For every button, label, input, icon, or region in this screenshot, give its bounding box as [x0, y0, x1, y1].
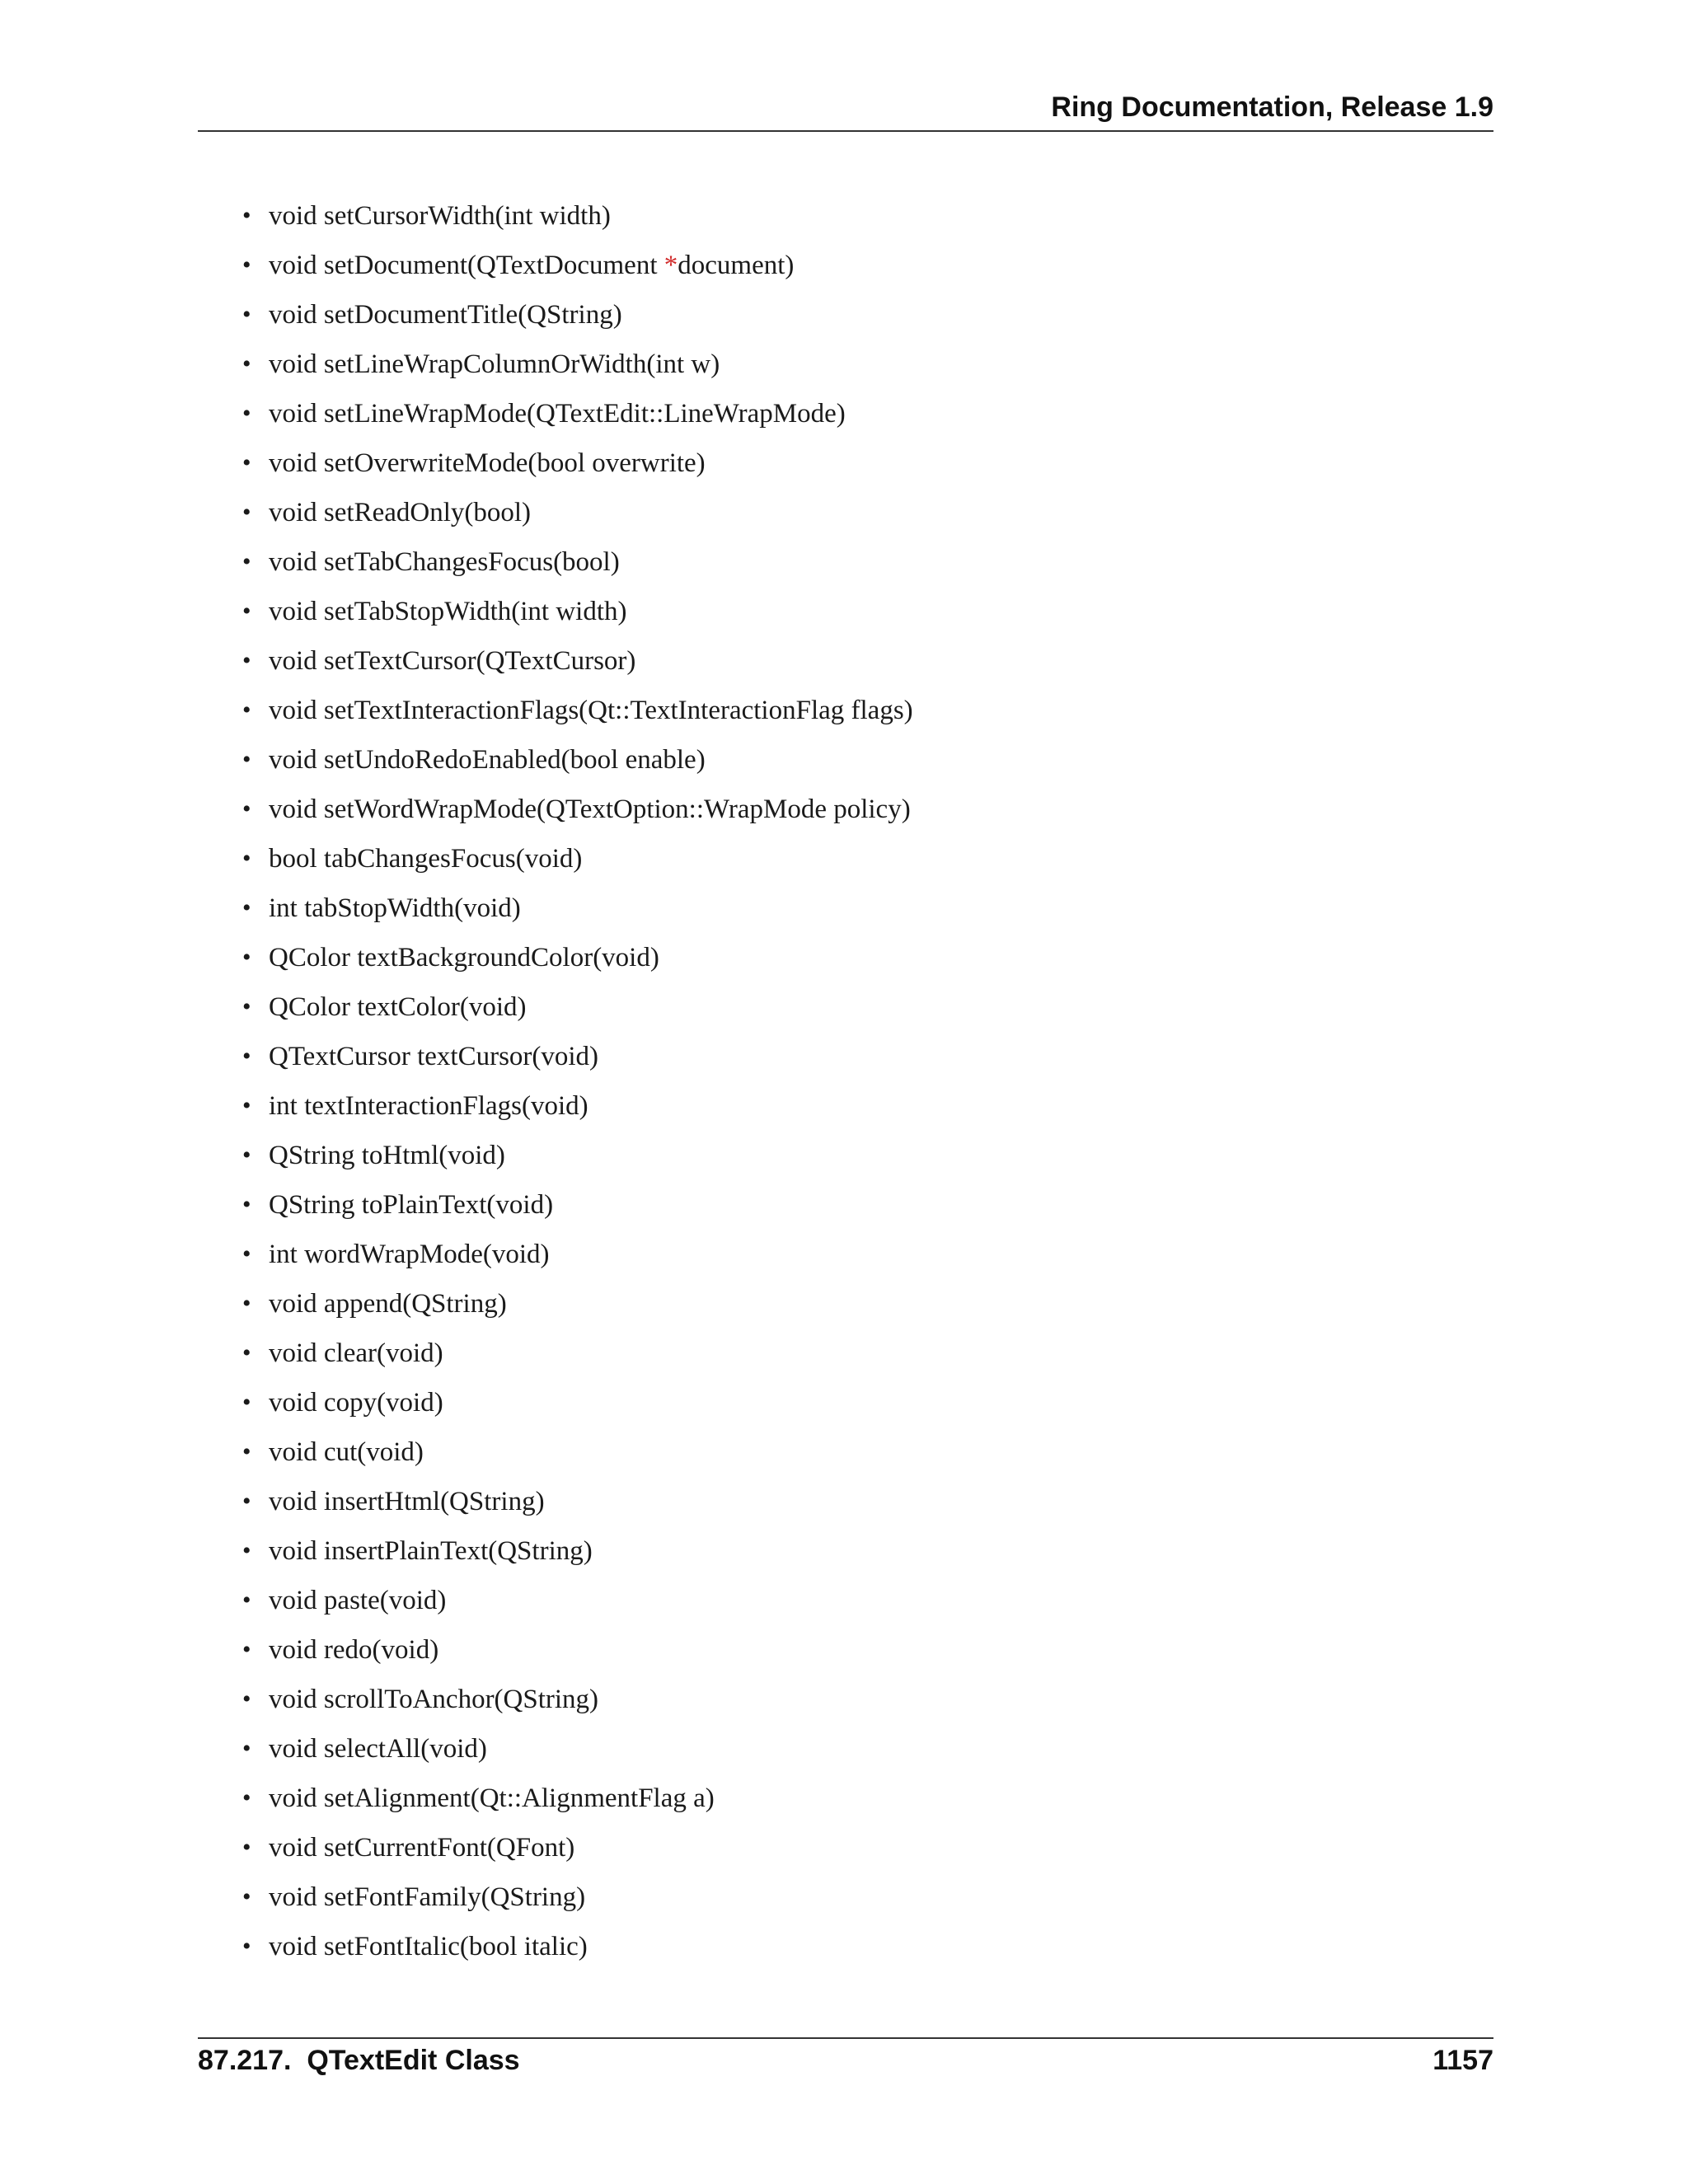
- method-text: void insertHtml(QString): [269, 1487, 545, 1516]
- method-item: [239, 1629, 913, 1679]
- method-text: void setTextInteractionFlags(Qt::TextInteractionFlag flags): [269, 696, 913, 725]
- bullet-icon: •: [242, 1438, 251, 1465]
- method-text: void scrollToAnchor(QString): [269, 1685, 599, 1714]
- bullet-icon: •: [242, 400, 251, 427]
- method-text: void setFontFamily(QString): [269, 1882, 586, 1912]
- bullet-icon: •: [242, 1043, 251, 1070]
- bullet-icon: •: [242, 548, 251, 575]
- method-item: [239, 393, 913, 443]
- bullet-icon: •: [242, 1685, 251, 1713]
- bullet-icon: •: [242, 845, 251, 872]
- method-text: void selectAll(void): [269, 1734, 487, 1764]
- bullet-icon: •: [242, 1141, 251, 1169]
- bullet-icon: •: [242, 1933, 251, 1960]
- bullet-icon: •: [242, 1488, 251, 1515]
- method-text: void setTabStopWidth(int width): [269, 597, 627, 626]
- method-text: void clear(void): [269, 1338, 443, 1368]
- footer-page-number: 1157: [1432, 2045, 1493, 2076]
- bullet-icon: •: [242, 202, 251, 229]
- method-text: void setAlignment(Qt::AlignmentFlag a): [269, 1783, 715, 1813]
- method-text: void setCurrentFont(QFont): [269, 1833, 575, 1863]
- bullet-icon: •: [242, 499, 251, 526]
- method-item: [239, 541, 913, 591]
- method-item: [239, 1827, 913, 1877]
- method-text: void setLineWrapColumnOrWidth(int w): [269, 349, 720, 379]
- method-text: void paste(void): [269, 1586, 447, 1615]
- pointer-asterisk: *: [663, 251, 678, 280]
- method-text: void append(QString): [269, 1289, 507, 1319]
- method-item: [239, 838, 913, 888]
- method-item: [239, 1481, 913, 1530]
- method-item: [239, 690, 913, 739]
- method-text: void copy(void): [269, 1388, 443, 1418]
- method-item: [239, 1877, 913, 1926]
- method-item: [239, 888, 913, 937]
- footer-section-title: 87.217. QTextEdit Class: [198, 2045, 520, 2076]
- method-text: void setTextCursor(QTextCursor): [269, 646, 636, 676]
- method-text: void setReadOnly(bool): [269, 498, 532, 527]
- bullet-icon: •: [242, 795, 251, 823]
- method-item: [239, 739, 913, 789]
- method-text: void setDocumentTitle(QString): [269, 300, 622, 330]
- method-text: void setDocument(QTextDocument: [269, 251, 664, 280]
- method-text: QColor textBackgroundColor(void): [269, 943, 659, 972]
- method-item: [239, 443, 913, 492]
- bullet-icon: •: [242, 1191, 251, 1218]
- bullet-icon: •: [242, 746, 251, 773]
- method-item: [239, 1085, 913, 1135]
- bullet-icon: •: [242, 1834, 251, 1861]
- method-item: [239, 1926, 913, 1975]
- page-footer: [198, 2037, 1493, 2076]
- method-text: QString toPlainText(void): [269, 1190, 554, 1220]
- method-item: [239, 1580, 913, 1629]
- bullet-icon: •: [242, 1389, 251, 1416]
- bullet-icon: •: [242, 1240, 251, 1268]
- bullet-icon: •: [242, 1735, 251, 1762]
- method-item: [239, 294, 913, 344]
- method-item: [239, 344, 913, 393]
- method-text: void cut(void): [269, 1437, 424, 1467]
- method-item: [239, 789, 913, 838]
- method-item: [239, 1234, 913, 1283]
- method-text: void redo(void): [269, 1635, 439, 1665]
- method-item: [239, 1432, 913, 1481]
- method-item: [239, 1333, 913, 1382]
- bullet-icon: •: [242, 894, 251, 921]
- method-item: [239, 1135, 913, 1184]
- bullet-icon: •: [242, 1537, 251, 1564]
- bullet-icon: •: [242, 449, 251, 476]
- bullet-icon: •: [242, 647, 251, 674]
- method-item: [239, 1382, 913, 1432]
- method-item: [239, 1283, 913, 1333]
- method-item: [239, 1184, 913, 1234]
- method-text: bool tabChangesFocus(void): [269, 844, 583, 874]
- method-item: [239, 492, 913, 541]
- bullet-icon: •: [242, 1290, 251, 1317]
- bullet-icon: •: [242, 350, 251, 377]
- method-item: [239, 1728, 913, 1778]
- method-text: void setWordWrapMode(QTextOption::WrapMode policy): [269, 794, 911, 824]
- method-text: int tabStopWidth(void): [269, 893, 521, 923]
- method-text: void setLineWrapMode(QTextEdit::LineWrapMode): [269, 399, 846, 429]
- method-text: void setUndoRedoEnabled(bool enable): [269, 745, 706, 775]
- bullet-icon: •: [242, 1586, 251, 1614]
- method-item: [239, 245, 913, 294]
- method-text-tail: document): [678, 251, 795, 280]
- method-item: [239, 987, 913, 1036]
- method-text: QColor textColor(void): [269, 992, 527, 1022]
- method-item: [239, 1778, 913, 1827]
- method-text: void setFontItalic(bool italic): [269, 1932, 588, 1961]
- method-list: [239, 195, 913, 1975]
- bullet-icon: •: [242, 301, 251, 328]
- method-text: void setTabChangesFocus(bool): [269, 547, 620, 577]
- method-text: int textInteractionFlags(void): [269, 1091, 588, 1121]
- method-item: [239, 195, 913, 245]
- method-text: void setCursorWidth(int width): [269, 201, 611, 231]
- page-header: [198, 89, 1493, 132]
- bullet-icon: •: [242, 944, 251, 971]
- method-item: [239, 937, 913, 987]
- method-text: int wordWrapMode(void): [269, 1240, 550, 1269]
- header-title: Ring Documentation, Release 1.9: [1051, 91, 1493, 123]
- bullet-icon: •: [242, 598, 251, 625]
- method-text: void setOverwriteMode(bool overwrite): [269, 448, 706, 478]
- bullet-icon: •: [242, 1636, 251, 1663]
- method-text: QString toHtml(void): [269, 1141, 505, 1170]
- method-item: [239, 591, 913, 640]
- bullet-icon: •: [242, 993, 251, 1020]
- bullet-icon: •: [242, 1092, 251, 1119]
- method-text: QTextCursor textCursor(void): [269, 1042, 599, 1071]
- method-item: [239, 640, 913, 690]
- method-text: void insertPlainText(QString): [269, 1536, 593, 1566]
- bullet-icon: •: [242, 251, 251, 279]
- method-item: [239, 1036, 913, 1085]
- bullet-icon: •: [242, 1883, 251, 1910]
- bullet-icon: •: [242, 1339, 251, 1366]
- bullet-icon: •: [242, 1784, 251, 1811]
- method-item: [239, 1530, 913, 1580]
- bullet-icon: •: [242, 696, 251, 724]
- method-item: [239, 1679, 913, 1728]
